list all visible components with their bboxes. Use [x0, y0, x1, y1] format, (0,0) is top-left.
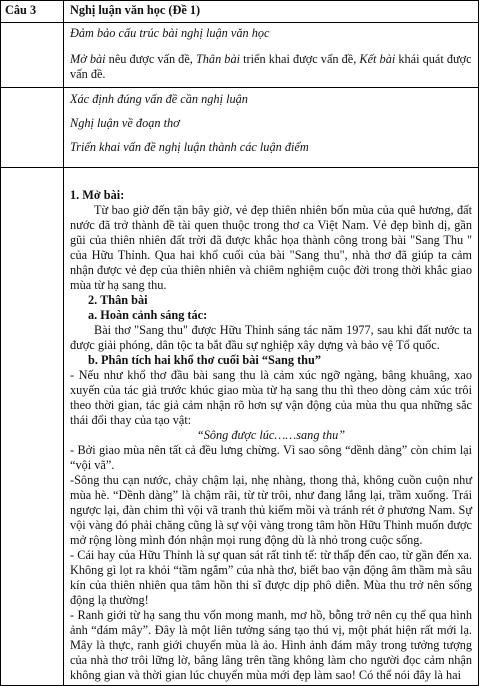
structure-row — [1, 23, 479, 88]
essay-row — [1, 168, 479, 686]
issue-line-2: Nghị luận về đoạn thơ — [70, 116, 180, 130]
issue-row — [1, 88, 479, 168]
structure-heading: Đảm bảo cấu trúc bài nghị luận văn học — [70, 26, 270, 40]
issue-line-1: Xác định đúng vấn đề cần nghị luận — [70, 92, 248, 106]
issue-line-3: Triển khai vấn đề nghị luận thành các luận điểm — [70, 140, 309, 154]
section-2a-text: Bài thơ "Sang thu" được Hữu Thỉnh sáng tác năm 1977, sau khi đất nước ta được giải phóng, dân tộc ta bắt đầu sự nghiệp xây dựng và bảo vệ Tổ quốc. — [70, 323, 472, 352]
paragraph-1: - Nếu như khổ thơ đầu bài sang thu là cảm xúc ngỡ ngàng, bâng khuâng, xao xuyến của tác giả trước khúc giao mùa từ hạ sang thu thì theo dòng cảm xúc trôi theo thời gian, tác giả cảm nhận rõ hơn sự vận động của mùa thu qua những sắc thái đổi thay của tạo vật: — [70, 368, 472, 427]
paragraph-2: - Bởi giao mùa nên tất cả đều lưng chừng. Vì sao sông “dềnh dàng” còn chim lại “vội vã”. — [70, 443, 472, 472]
section-2a-title: a. Hoàn cảnh sáng tác: — [88, 308, 208, 322]
question-title: Nghị luận văn học (Đề 1) — [64, 1, 479, 23]
question-label: Câu 3 — [1, 1, 64, 23]
header-row — [1, 1, 479, 23]
section-2-title: 2. Thân bài — [88, 293, 148, 307]
paragraph-5: - Ranh giới từ hạ sang thu vốn mong manh, mơ hồ, bỗng trở nên cụ thể qua hình ảnh “đám mây”. Đây là một liên tưởng sáng tạo thú vị, một phát hiện rất mới lạ. Mây là thực, ranh giới chuyển mùa là ảo. Hình ảnh đám mây trong tưởng tượng của nhà thơ trôi lững lờ, bâng lâng trên tầng không làm cho người đọc cảm nhận không gian và thời gian lúc chuyển mùa mới đẹp làm sao! Có thể nói đây là hai — [70, 608, 472, 682]
section-1-text: Từ bao giờ đến tận bây giờ, vẻ đẹp thiên nhiên bốn mùa của quê hương, đất nước đã trở thành đề tài quen thuộc trong thơ ca Việt Nam. Vẻ đẹp bình dị, gần gũi của thiên nhiên đất trời đã được khắc họa thành công trong bài "Sang Thu " của Hữu Thỉnh. Qua hai khổ cuối của bài "Sang thu", nhà thơ đã giúp ta cảm nhận được vẻ đẹp của thiên nhiên và chiêm nghiệm cuộc đời trong thời khắc giao mùa từ hạ sang thu. — [70, 203, 472, 292]
paragraph-4: - Cái hay của Hữu Thỉnh là sự quan sát rất tinh tế: từ thấp đến cao, từ gần đến xa. Không gì lọt ra khỏi “tầm ngắm” của nhà thơ, biết bao vận động âm thầm mà sâu kín của thiên nhiên qua tâm hồn thi sĩ được dịp phô diễn. Mùa thu trở nên sống động lạ thường! — [70, 548, 472, 607]
poem-quote: “Sông được lúc……sang thu” — [196, 428, 346, 442]
structure-text: Mở bài nêu được vấn đề, Thân bài triển khai được vấn đề, Kết bài khái quát được vấn đề. — [70, 52, 472, 81]
paragraph-3: -Sông thu cạn nước, chảy chậm lại, nhẹ nhàng, thong thả, không cuồn cuộn như mùa hè. “Dềnh dàng” là chậm rãi, từ từ trôi, như đang lắng lại, trầm xuống. Trái ngược lại, đàn chim thì vội vã tranh thủ kiếm mồi và tránh rét ở phương Nam. Sự vội vàng đó phải chăng cũng là sự vội vàng trong tâm hồn Hữu Thỉnh muốn được mở rộng lòng mình đón nhận mọi rung động dù là nhỏ trong cuộc sống. — [70, 473, 472, 547]
section-1-title: 1. Mở bài: — [70, 188, 125, 202]
section-2b-title: b. Phân tích hai khổ thơ cuối bài “Sang thu” — [88, 353, 322, 367]
